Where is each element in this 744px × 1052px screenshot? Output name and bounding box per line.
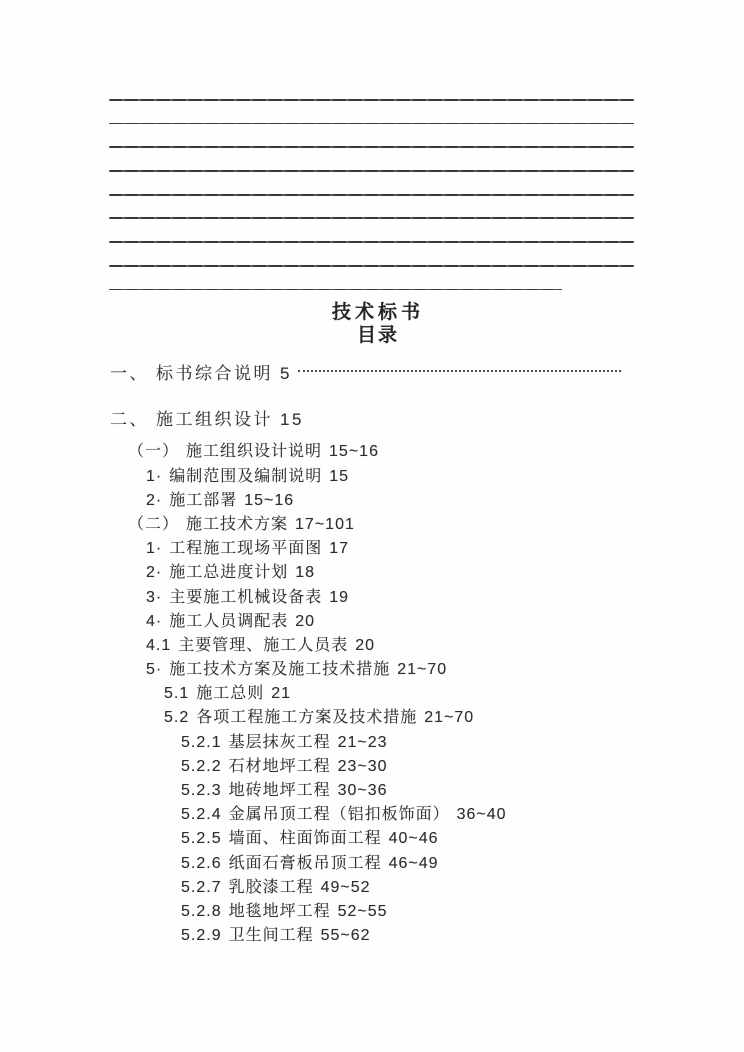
ruled-line (109, 170, 634, 172)
toc-entry-pages: 5 (280, 364, 292, 383)
toc-entry (110, 561, 634, 585)
toc-entry-number: 2· (146, 564, 163, 582)
toc-entry (110, 706, 634, 730)
toc-entry-label: 主要管理、施工人员表 (178, 636, 349, 654)
toc-entry (110, 586, 634, 610)
toc-entry-number: 5.2.4 (181, 806, 222, 824)
toc-entry-pages: 52~55 (337, 902, 388, 920)
toc-entry-number: （二） (128, 515, 180, 533)
toc-entry-pages: 17~101 (295, 515, 355, 533)
ruled-lines (109, 99, 634, 312)
toc-entry-pages: 17 (329, 540, 350, 558)
toc-entry (110, 634, 634, 658)
toc-entry-number: 3· (146, 588, 163, 606)
toc-entry-pages: 19 (329, 588, 350, 606)
toc-entry-pages: 30~36 (337, 782, 388, 799)
ruled-line (109, 194, 634, 196)
toc-entry-pages: 20 (355, 636, 376, 654)
toc-entry-number: 4.1 (146, 636, 172, 654)
toc-dotted-leader (298, 370, 621, 372)
toc-entry-number: 4· (146, 612, 163, 630)
toc-entry-label: 乳胶漆工程 (228, 878, 314, 896)
toc-entry-label: 地砖地坪工程 (228, 782, 331, 799)
toc-entry-number: 5.2 (164, 709, 190, 727)
toc-entry-number: 二、 (110, 410, 149, 430)
toc-entry-label: 施工组织设计 (156, 410, 273, 430)
toc-entry-number: 5.2.6 (181, 854, 222, 872)
toc-entry (110, 440, 634, 464)
toc-entry-pages: 46~49 (388, 854, 439, 872)
toc-entry-label: 施工总进度计划 (169, 564, 289, 582)
toc-entry-number: 5.2.7 (181, 878, 222, 896)
toc-entry-pages: 21~70 (397, 661, 448, 679)
toc-entry (110, 610, 634, 634)
toc-entry (110, 537, 634, 561)
toc-entry (110, 924, 634, 948)
toc-entry-label: 纸面石膏板吊顶工程 (228, 854, 382, 872)
toc-entry-number: 5.2.8 (181, 902, 222, 920)
toc-entry-label: 工程施工现场平面图 (169, 540, 323, 558)
toc-entry-pages: 23~30 (337, 757, 388, 775)
toc-entry-pages: 15 (280, 410, 304, 430)
toc-entry-number: 5.2.9 (181, 927, 222, 945)
toc-entry-pages: 20 (295, 612, 316, 630)
toc-entry (110, 876, 634, 900)
toc-entry-pages: 15~16 (329, 443, 379, 461)
ruled-line (109, 123, 634, 125)
toc-entry (110, 658, 634, 682)
toc-entry (110, 731, 634, 755)
toc-entry-number: 5.2.5 (181, 830, 222, 848)
toc-entry-number: （一） (128, 443, 180, 461)
toc-entry-label: 主要施工机械设备表 (169, 588, 323, 606)
toc-entry-number: 5· (146, 661, 163, 679)
ruled-line (109, 241, 634, 243)
toc-entry-number: 2· (146, 491, 163, 509)
toc-entry-number: 5.1 (164, 685, 190, 703)
toc-entry-number: 一、 (110, 364, 149, 383)
toc-entry (110, 682, 634, 706)
ruled-line (109, 289, 562, 291)
toc-entry-label: 施工部署 (169, 491, 238, 509)
toc-entry-label: 墙面、柱面饰面工程 (228, 830, 382, 848)
toc-entry-number: 1· (146, 467, 163, 485)
toc-entry (110, 465, 634, 489)
toc-entry-label: 施工技术方案及施工技术措施 (169, 661, 391, 679)
toc-entry-pages: 40~46 (388, 830, 439, 848)
toc-entry-label: 卫生间工程 (228, 927, 314, 945)
toc-entry-pages: 15 (329, 467, 350, 485)
toc-entry (110, 489, 634, 513)
toc-entry-number: 5.2.3 (181, 782, 222, 799)
ruled-line (109, 146, 634, 148)
toc-entry (110, 827, 634, 851)
toc-entry (110, 408, 634, 432)
toc-entry (110, 900, 634, 924)
title-block (110, 301, 634, 348)
toc-entry (110, 513, 634, 537)
toc-entry-pages: 36~40 (456, 806, 507, 824)
toc-entry-number: 5.2.1 (181, 733, 222, 751)
toc-list (110, 362, 634, 948)
toc-entry-pages: 49~52 (320, 878, 371, 896)
toc-entry-label: 标书综合说明 (156, 364, 273, 383)
toc-entry-pages: 18 (295, 564, 316, 582)
toc-entry-label: 施工技术方案 (186, 515, 289, 533)
toc-entry-label: 编制范围及编制说明 (169, 467, 323, 485)
toc-heading: 目录 (356, 325, 399, 346)
toc-entry-label: 各项工程施工方案及技术措施 (196, 709, 418, 727)
toc-entry (110, 803, 634, 827)
toc-entry-label: 石材地坪工程 (228, 757, 331, 775)
toc-entry-pages: 21~70 (424, 709, 475, 727)
toc-entry-label: 地毯地坪工程 (228, 902, 331, 920)
toc-entry-pages: 21 (271, 685, 292, 703)
toc-entry-pages: 15~16 (244, 491, 295, 509)
ruled-line (109, 265, 634, 267)
document-title: 技术标书 (331, 302, 424, 323)
toc-entry (110, 755, 634, 779)
ruled-line (109, 99, 634, 101)
toc-entry-number: 1· (146, 540, 163, 558)
toc-entry (110, 852, 634, 876)
toc-entry-label: 施工组织设计说明 (186, 443, 323, 461)
toc-entry-label: 施工总则 (196, 685, 265, 703)
toc-entry (110, 779, 634, 803)
toc-entry-label: 基层抹灰工程 (228, 733, 331, 751)
toc-entry-pages: 55~62 (320, 927, 371, 945)
toc-entry (110, 362, 634, 386)
toc-entry-label: 施工人员调配表 (169, 612, 289, 630)
toc-entry-label: 金属吊顶工程（铝扣板饰面） (228, 806, 450, 824)
toc-entry-pages: 21~23 (337, 733, 388, 751)
ruled-line (109, 217, 634, 219)
toc-entry-number: 5.2.2 (181, 757, 222, 775)
